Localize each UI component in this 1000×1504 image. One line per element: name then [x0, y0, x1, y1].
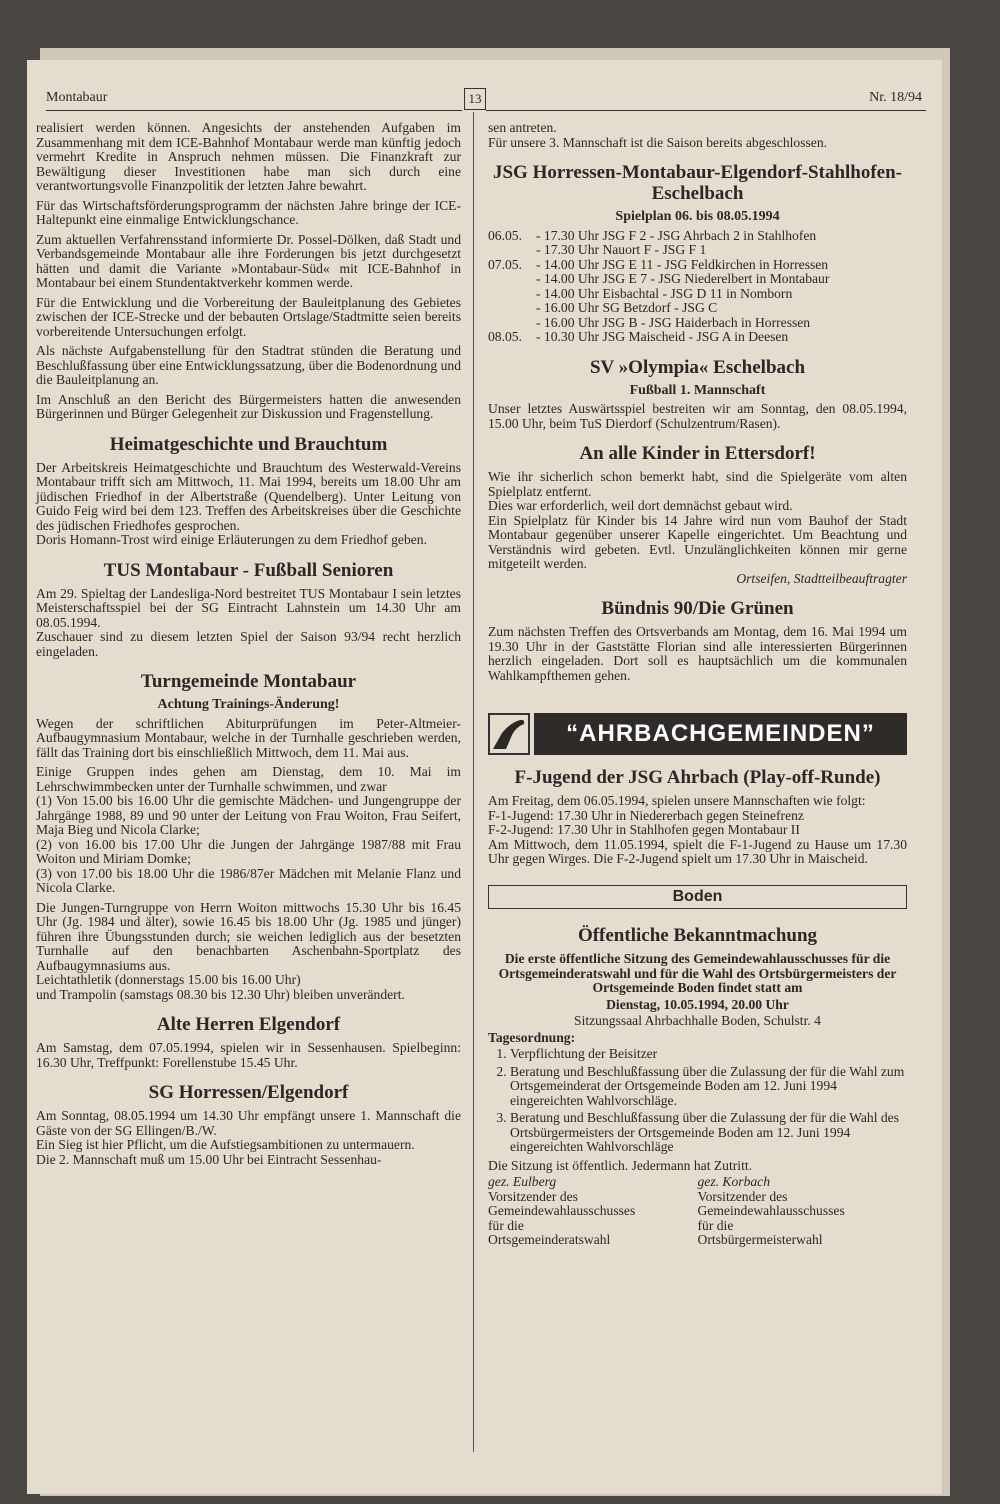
- kinder-text: Ein Spielplatz für Kinder bis 14 Jahre wird nun vom Bauhof der Stadt Montabaur gegenüber unserer Kapelle eingerichtet. Um Beachtung und Verständnis wird gebeten. Evtl. Unzulänglichkeiten können mir gerne mitgeteilt werden.: [488, 512, 907, 571]
- agenda-list: [488, 1047, 907, 1155]
- schedule-row: [488, 258, 907, 273]
- schedule-entry: - 14.00 Uhr JSG E 7 - JSG Niederelbert in Montabaur: [536, 271, 830, 286]
- schedule-date: 07.05.: [488, 256, 522, 272]
- right-column: [488, 121, 907, 1248]
- gruene-heading: Bündnis 90/Die Grünen: [601, 598, 794, 619]
- sg-paragraph-2: Ein Sieg ist hier Pflicht, um die Aufstiegsambitionen zu untermauern.: [36, 1137, 415, 1152]
- fjugend-text: Am Freitag, dem 06.05.1994, spielen unsere Mannschaften wie folgt:: [488, 793, 866, 808]
- alte-heading: Alte Herren Elgendorf: [156, 1014, 341, 1035]
- tus-text-2: Zuschauer sind zu diesem letzten Spiel der Saison 93/94 recht herzlich eingeladen.: [36, 629, 461, 659]
- signature-line: Vorsitzender des: [488, 1188, 578, 1204]
- signature-line: Gemeindewahlausschusses: [697, 1203, 845, 1218]
- intro-paragraph: realisiert werden können. Angesichts der anstehenden Aufgaben im Zusammenhang mit dem ICE-Bahnhof Montabaur werde man künftig jedoch vermehrt Kredite in Anspruch nehmen müssen. Die Finanzkraft zur Bewältigung dieser Investitionen habe man sich durch eine verantwortungsvolle Finanzpolitik der letzten Jahre bewahrt.: [36, 120, 461, 193]
- sg-paragraph-1: Am Sonntag, 08.05.1994 um 14.30 Uhr empfängt unsere 1. Mannschaft die Gäste von der SG Ellingen/B./W.: [36, 1108, 461, 1138]
- turn-subheading: Achtung Trainings-Änderung!: [157, 697, 340, 712]
- sv-text: Unser letztes Auswärtsspiel bestreiten wir am Sonntag, den 08.05.1994, 15.00 Uhr, beim TuS Dierdorf (Schulzentrum/Rasen).: [488, 401, 907, 431]
- left-column: [36, 121, 461, 1167]
- schedule-entry: - 14.00 Uhr JSG E 11 - JSG Feldkirchen in Horressen: [536, 256, 829, 272]
- ahrbach-banner: [488, 713, 907, 755]
- turn-heading: Turngemeinde Montabaur: [140, 671, 357, 692]
- schedule-row: [488, 229, 907, 244]
- turn-paragraph-2: Einige Gruppen indes gehen am Dienstag, dem 10. Mai im Lehrschwimmbecken unter der Turnhalle schwimmen, und zwar: [36, 764, 461, 794]
- agenda-item: 1. Verpflichtung der Beisitzer: [510, 1047, 907, 1062]
- turn-paragraph-1: Wegen der schriftlichen Abiturprüfungen im Peter-Altmeier-Aufbaugymnasium Montabaur, welche in der Turnhalle geschrieben werden, fällt das Training dort bis einschließlich Mittwoch, dem 11. Mai aus.: [36, 715, 461, 760]
- banner-title: “AHRBACHGEMEINDEN”: [534, 713, 907, 755]
- sg-paragraph-3: Die 2. Mannschaft muß um 15.00 Uhr bei Eintracht Sessenhau-: [36, 1151, 382, 1167]
- schedule-date: [488, 243, 536, 258]
- heimat-text: Der Arbeitskreis Heimatgeschichte und Brauchtum des Westerwald-Vereins Montabaur trifft sich am Mittwoch, 11. Mai 1994, bereits um 18.00 Uhr am jüdischen Friedhof in der Albertstraße (Quendelberg). Unter Leitung von Guido Feig wird bei dem 123. Treffen des Arbeitskreises über die Geschichte des jüdischen Friedhofes gesprochen.: [36, 459, 461, 533]
- kinder-text: Dies war erforderlich, weil dort demnächst gebaut wird.: [488, 498, 793, 513]
- signature-line: Vorsitzender des: [697, 1188, 788, 1204]
- column-divider: [473, 112, 474, 1452]
- fjugend-text: F-2-Jugend: 17.30 Uhr in Stahlhofen gegen Montabaur II: [488, 822, 800, 837]
- jsg-heading: JSG Horressen-Montabaur-Elgendorf-Stahlhofen-Eschelbach: [492, 162, 903, 204]
- signature-name: gez. Korbach: [697, 1174, 770, 1189]
- schedule-entry: - 10.30 Uhr JSG Maischeid - JSG A in Deesen: [536, 329, 789, 344]
- turn-group-3: (3) von 17.00 bis 18.00 Uhr die 1986/87er Mädchen mit Melanie Flanz und Nicola Clarke.: [36, 865, 461, 895]
- sv-heading: SV »Olympia« Eschelbach: [589, 356, 806, 378]
- schedule-row: [488, 272, 907, 287]
- turn-group-1: (1) Von 15.00 bis 16.00 Uhr die gemischte Mädchen- und Jungengruppe der Jahrgänge 1988, 89 und 90 unter der Leitung von Frau Woiton, Frau Seifert, Maja Bieg und Nicola Clarke;: [36, 793, 461, 837]
- header-rule-right: [486, 110, 926, 111]
- issue-number: Nr. 18/94: [869, 90, 922, 105]
- header-rule-left: [46, 110, 462, 111]
- tus-heading: TUS Montabaur - Fußball Senioren: [103, 559, 394, 581]
- gruene-text: Zum nächsten Treffen des Ortsverbands am Montag, dem 16. Mai 1994 um 19.30 Uhr in der Gaststätte Florian sind alle interessierten Bürgerinnen herzlich eingeladen. Dort soll es hauptsächlich um die kommunalen Wahlkampfthemen gehen.: [488, 624, 907, 683]
- signature-line: Ortsbürgermeisterwahl: [697, 1232, 823, 1247]
- intro-paragraph: Für die Entwicklung und die Vorbereitung der Bauleitplanung des Gebietes zwischen der ICE-Strecke und der bebauten Ortslage/Stadtmitte seien bereits vorbereitende Untersuchungen erfolgt.: [36, 294, 461, 339]
- signature-block: [488, 1175, 907, 1248]
- continuation-line: sen antreten.: [488, 120, 557, 135]
- schedule-row: [488, 316, 907, 331]
- signature-line: Ortsgemeinderatswahl: [488, 1232, 611, 1247]
- schedule-row: [488, 287, 907, 302]
- kinder-heading: An alle Kinder in Ettersdorf!: [579, 443, 816, 464]
- jsg-subheading: Spielplan 06. bis 08.05.1994: [615, 209, 780, 224]
- bekannt-date: Dienstag, 10.05.1994, 20.00 Uhr: [606, 996, 789, 1012]
- bird-logo-icon: [488, 713, 530, 755]
- bekannt-heading: Öffentliche Bekanntmachung: [577, 925, 818, 946]
- kinder-signature: Ortseifen, Stadtteilbeauftragter: [736, 570, 907, 586]
- signature-line: Gemeindewahlausschusses: [488, 1203, 636, 1218]
- intro-paragraph: Für das Wirtschaftsförderungsprogramm der nächsten Jahre bringe der ICE-Haltepunkt eine einmalige Entwicklungschance.: [36, 197, 461, 227]
- schedule-entry: - 16.00 Uhr JSG B - JSG Haiderbach in Horressen: [536, 314, 811, 330]
- kinder-text: Wie ihr sicherlich schon bemerkt habt, sind die Spielgeräte vom alten Spielplatz entfernt.: [488, 469, 907, 499]
- bekannt-place: Sitzungssaal Ahrbachhalle Boden, Schulstr. 4: [574, 1013, 821, 1028]
- signature-line: für die: [488, 1217, 524, 1233]
- bird-logo-svg: [490, 715, 528, 753]
- intro-paragraph: Als nächste Aufgabenstellung für den Stadtrat stünden die Beratung und Beschlußfassung über eine Entwicklungssatzung, über die Bodenordnung und die Bauleitplanung an.: [36, 343, 461, 387]
- agenda-label: Tagesordnung:: [488, 1029, 576, 1045]
- schedule-date: [488, 272, 536, 287]
- newspaper-page: [27, 60, 942, 1494]
- page-number: 13: [464, 88, 486, 110]
- fjugend-text: F-1-Jugend: 17.30 Uhr in Niedererbach gegen Steinefrenz: [488, 807, 804, 823]
- turn-paragraph-3: Die Jungen-Turngruppe von Herrn Woiton mittwochs 15.30 Uhr bis 16.45 Uhr (Jg. 1984 und älter), sowie 16.45 bis 18.00 Uhr (Jg. 1985 und jünger) führen ihre Übungsstunden durch; sie weichen lediglich aus der besetzten Turnhalle auf den benachbarten Aschenbahn-Sportplatz des Aufbaugymnasiums aus.: [36, 899, 461, 973]
- agenda-item: 2. Beratung und Beschlußfassung über die Zulassung der für die Wahl zum Ortsgemeinderat der Ortsgemeinde Boden am 12. Juni 1994 eingereichten Wahlvorschläge.: [510, 1065, 907, 1109]
- fjugend-heading: F-Jugend der JSG Ahrbach (Play-off-Runde): [514, 767, 881, 788]
- intro-paragraph: Im Anschluß an den Bericht des Bürgermeisters hatten die anwesenden Bürgerinnen und Bürger Gelegenheit zur Diskussion und Fragenstellung.: [36, 391, 461, 421]
- schedule-date: 08.05.: [488, 329, 522, 344]
- schedule-date: [488, 316, 536, 331]
- schedule-date: 06.05.: [488, 227, 522, 243]
- intro-paragraph: Zum aktuellen Verfahrensstand informierte Dr. Possel-Dölken, daß Stadt und Verbandsgemeinde Montabaur alle ihre Forderungen bis jetzt durchgesetzt hätten und damit die Variante »Montabaur-Süd« mit ICE-Bahnhof in Montabaur bei einem Stundentaktverkehr kommen werde.: [36, 231, 461, 290]
- schedule-date: [488, 301, 536, 316]
- header-town: Montabaur: [46, 90, 108, 105]
- schedule-entry: - 17.30 Uhr Nauort F - JSG F 1: [536, 242, 707, 257]
- fjugend-text: Am Mittwoch, dem 11.05.1994, spielt die F-1-Jugend zu Hause um 17.30 Uhr gegen Wirges. Die F-2-Jugend spielt um 17.30 Uhr in Maischeid.: [488, 836, 907, 866]
- agenda-item: 3. Beratung und Beschlußfassung über die Zulassung der für die Wahl des Ortsbürgermeisters der Ortsgemeinde Boden am 12. Juni 1994 eingereichten Wahlvorschläge: [510, 1111, 907, 1155]
- signature-right: [698, 1175, 908, 1248]
- turn-paragraph-5: und Trampolin (samstags 08.30 bis 12.30 Uhr) bleiben unverändert.: [36, 986, 405, 1002]
- boden-section-box: Boden: [488, 885, 907, 910]
- signature-left: [488, 1175, 698, 1248]
- bekannt-closing: Die Sitzung ist öffentlich. Jedermann hat Zutritt.: [488, 1157, 753, 1173]
- schedule-row: [488, 330, 907, 345]
- bekannt-intro: Die erste öffentliche Sitzung des Gemeindewahlausschusses für die Ortsgemeinderatswahl und für die Wahl des Ortsbürgermeisters der Ortsgemeinde Boden findet statt am: [498, 951, 897, 995]
- schedule-date: [488, 287, 536, 302]
- turn-group-2: (2) von 16.00 bis 17.00 Uhr die Jungen der Jahrgänge 1987/88 mit Frau Woiton und Miriam Domke;: [36, 836, 461, 866]
- alte-text: Am Samstag, dem 07.05.1994, spielen wir in Sessenhausen. Spielbeginn: 16.30 Uhr, Treffpunkt: Forellenstube 15.45 Uhr.: [36, 1040, 461, 1070]
- schedule-entry: - 17.30 Uhr JSG F 2 - JSG Ahrbach 2 in Stahlhofen: [536, 227, 817, 243]
- schedule-row: [488, 301, 907, 316]
- sv-subheading: Fußball 1. Mannschaft: [629, 382, 766, 398]
- sg-heading: SG Horressen/Elgendorf: [148, 1082, 349, 1103]
- schedule-entry: - 14.00 Uhr Eisbachtal - JSG D 11 in Nomborn: [536, 285, 793, 301]
- heimat-heading: Heimatgeschichte und Brauchtum: [109, 433, 388, 455]
- continuation-line-2: Für unsere 3. Mannschaft ist die Saison bereits abgeschlossen.: [488, 134, 828, 150]
- signature-name: gez. Eulberg: [488, 1174, 557, 1189]
- turn-paragraph-4: Leichtathletik (donnerstags 15.00 bis 16.00 Uhr): [36, 972, 301, 987]
- tus-text: Am 29. Spieltag der Landesliga-Nord bestreitet TUS Montabaur I sein letztes Meisterschaftsspiel bei der SG Eintracht Lahnstein um 14.30 Uhr am 08.05.1994.: [36, 585, 461, 630]
- heimat-text-2: Doris Homann-Trost wird einige Erläuterungen zu dem Friedhof geben.: [36, 532, 427, 547]
- schedule-entry: - 16.00 Uhr SG Betzdorf - JSG C: [536, 300, 718, 315]
- signature-line: für die: [697, 1217, 734, 1233]
- schedule-row: [488, 243, 907, 258]
- schedule-list: [488, 229, 907, 345]
